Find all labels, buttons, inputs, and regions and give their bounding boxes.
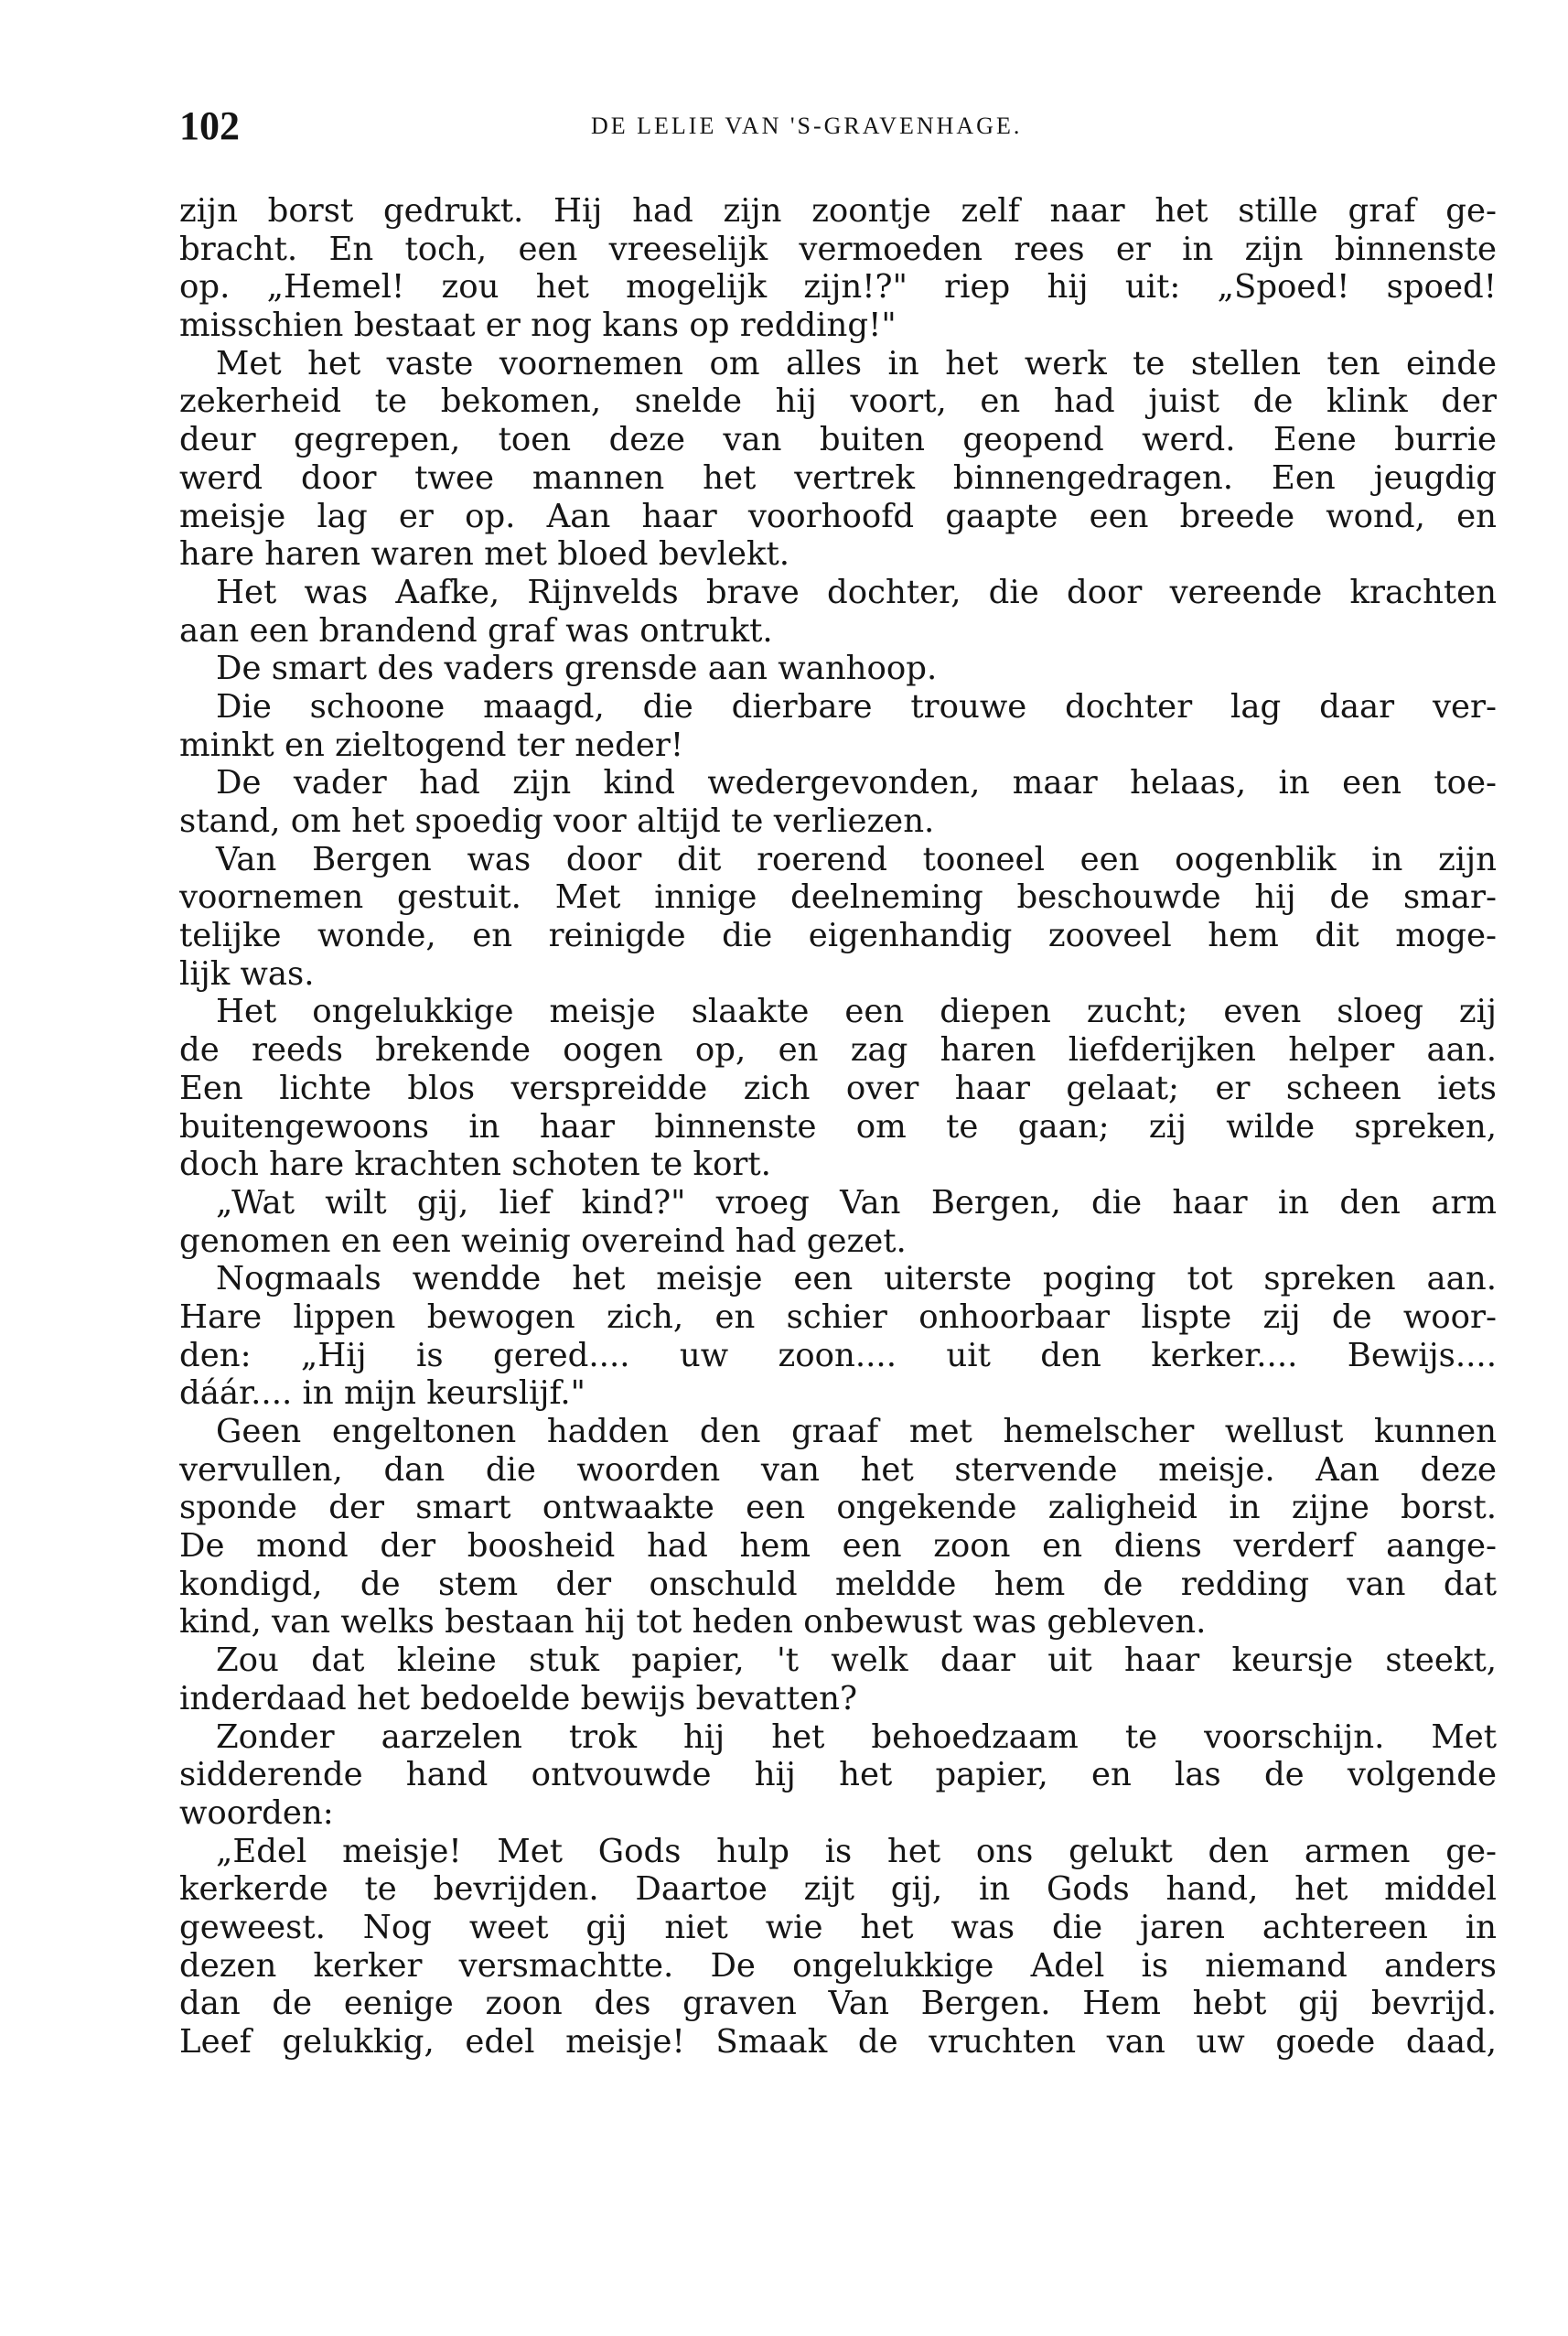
text-line: „Wat wilt gij, lief kind?" vroeg Van Bergen, die haar in den arm <box>216 1183 1497 1222</box>
text-line: den: „Hij is gered.... uw zoon.... uit den kerker.... Bewijs.... <box>179 1336 1497 1374</box>
text-line: woorden: <box>179 1793 334 1832</box>
text-line: dáár.... in mijn keurslijf." <box>179 1374 585 1413</box>
page-header <box>179 99 1497 154</box>
text-line: geweest. Nog weet gij niet wie het was die jaren achtereen in <box>179 1908 1497 1946</box>
text-line: buitengewoons in haar binnenste om te gaan; zij wilde spreken, <box>179 1107 1497 1146</box>
text-line: sponde der smart ontwaakte een ongekende zaligheid in zijne borst. <box>179 1489 1497 1527</box>
text-line: kind, van welks bestaan hij tot heden onbewust was gebleven. <box>179 1603 1207 1642</box>
text-line: de reeds brekende oogen op, en zag haren liefderijken helper aan. <box>179 1031 1497 1070</box>
text-line: Leef gelukkig, edel meisje! Smaak de vruchten van uw goede daad, <box>179 2023 1497 2061</box>
text-line: zijn borst gedrukt. Hij had zijn zoontje zelf naar het stille graf ge- <box>179 192 1497 230</box>
text-line: hare haren waren met bloed bevlekt. <box>179 535 790 574</box>
text-line: dezen kerker versmachtte. De ongelukkige Adel is niemand anders <box>179 1946 1497 1985</box>
text-line: kerkerde te bevrijden. Daartoe zijt gij, in Gods hand, het middel <box>179 1870 1497 1909</box>
text-line: Van Bergen was door dit roerend tooneel een oogenblik in zijn <box>216 840 1497 878</box>
text-line: Hare lippen bewogen zich, en schier onhoorbaar lispte zij de woor- <box>179 1297 1497 1336</box>
text-line: De mond der boosheid had hem een zoon en diens verderf aange- <box>179 1527 1497 1566</box>
text-line: Nogmaals wendde het meisje een uiterste poging tot spreken aan. <box>216 1260 1497 1298</box>
body-text <box>179 192 1497 2061</box>
text-line: dan de eenige zoon des graven Van Bergen. Hem hebt gij bevrijd. <box>179 1985 1497 2023</box>
text-line: Zonder aarzelen trok hij het behoedzaam te voorschijn. Met <box>216 1717 1497 1756</box>
text-line: telijke wonde, en reinigde die eigenhandig zooveel hem dit moge- <box>179 917 1497 955</box>
text-line: Het ongelukkige meisje slaakte een diepen zucht; even sloeg zij <box>216 993 1497 1031</box>
text-line: Met het vaste voornemen om alles in het werk te stellen ten einde <box>216 344 1497 382</box>
text-line: Die schoone maagd, die dierbare trouwe dochter lag daar ver- <box>216 687 1497 726</box>
running-title: DE LELIE VAN 'S-GRAVENHAGE. <box>591 113 1023 139</box>
text-line: deur gegrepen, toen deze van buiten geopend werd. Eene burrie <box>179 421 1497 459</box>
text-line: Het was Aafke, Rijnvelds brave dochter, die door vereende krachten <box>216 573 1497 611</box>
text-line: Zou dat kleine stuk papier, 't welk daar uit haar keursje steekt, <box>216 1642 1497 1680</box>
text-line: Geen engeltonen hadden den graaf met hemelscher wellust kunnen <box>216 1413 1497 1450</box>
text-line: bracht. En toch, een vreeselijk vermoeden rees er in zijn binnenste <box>179 230 1497 268</box>
text-line: minkt en zieltogend ter neder! <box>179 726 684 764</box>
text-line: misschien bestaat er nog kans op redding!" <box>179 307 897 345</box>
text-line: stand, om het spoedig voor altijd te verliezen. <box>179 802 935 840</box>
text-line: werd door twee mannen het vertrek binnengedragen. Een jeugdig <box>179 458 1497 497</box>
text-line: vervullen, dan die woorden van het stervende meisje. Aan deze <box>179 1450 1497 1489</box>
text-line: op. „Hemel! zou het mogelijk zijn!?" riep hij uit: „Spoed! spoed! <box>179 268 1497 307</box>
text-line: zekerheid te bekomen, snelde hij voort, en had juist de klink der <box>179 382 1497 421</box>
text-line: „Edel meisje! Met Gods hulp is het ons gelukt den armen ge- <box>216 1832 1497 1870</box>
text-line: aan een brandend graf was ontrukt. <box>179 611 773 650</box>
text-line: meisje lag er op. Aan haar voorhoofd gaapte een breede wond, en <box>179 497 1497 535</box>
text-line: De vader had zijn kind wedergevonden, maar helaas, in een toe- <box>216 764 1497 802</box>
text-line: voornemen gestuit. Met innige deelneming beschouwde hij de smar- <box>179 878 1497 917</box>
text-line: doch hare krachten schoten te kort. <box>179 1146 771 1184</box>
text-line: lijk was. <box>179 954 315 993</box>
text-line: kondigd, de stem der onschuld meldde hem de redding van dat <box>179 1565 1497 1603</box>
page-number: 102 <box>179 103 240 148</box>
text-line: genomen en een weinig overeind had gezet. <box>179 1222 907 1260</box>
text-line: inderdaad het bedoelde bewijs bevatten? <box>179 1679 857 1717</box>
text-line: Een lichte blos verspreidde zich over haar gelaat; er scheen iets <box>179 1069 1497 1107</box>
text-line: De smart des vaders grensde aan wanhoop. <box>216 650 938 688</box>
text-line: sidderende hand ontvouwde hij het papier, en las de volgende <box>179 1756 1497 1794</box>
